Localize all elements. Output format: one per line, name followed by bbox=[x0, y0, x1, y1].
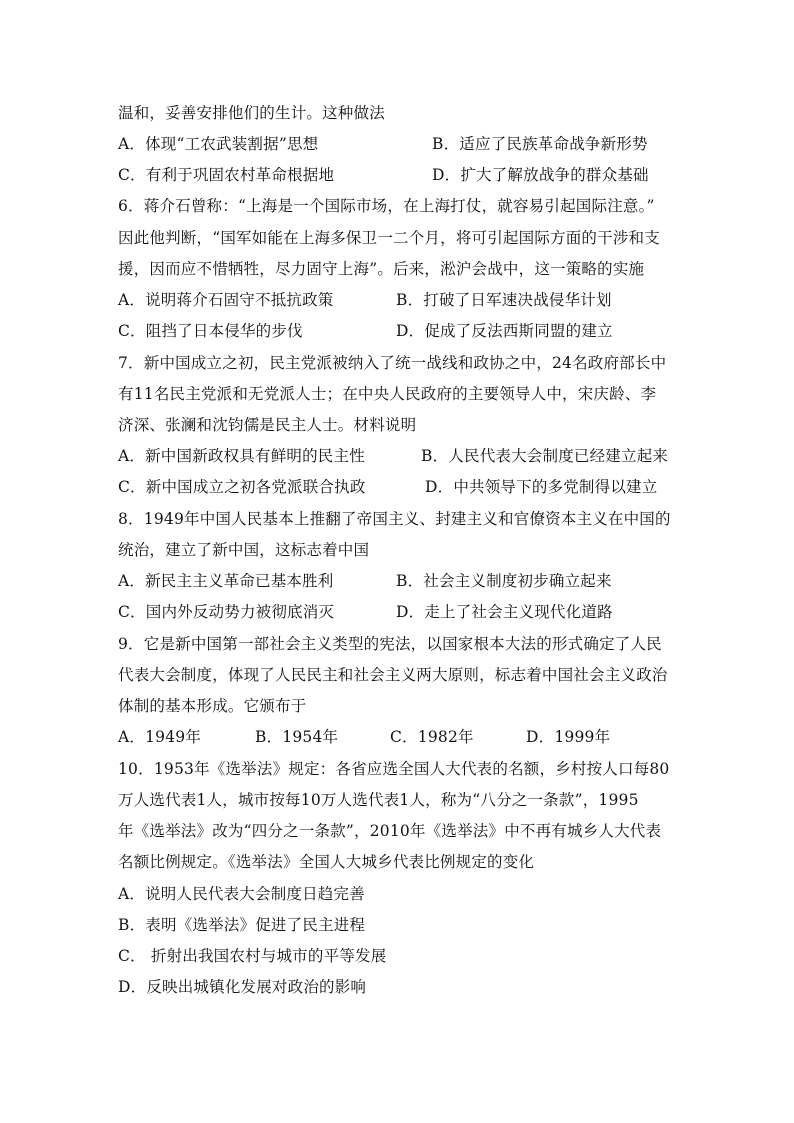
q10-option-a: A．说明人民代表大会制度日趋完善 bbox=[118, 885, 365, 903]
q5-option-a: A．体现“工农武装割据”思想 bbox=[118, 135, 319, 153]
q7-stem-line: 济深、张澜和沈钧儒是民主人士。材料说明 bbox=[118, 416, 417, 434]
q7-option-a: A．新中国新政权具有鲜明的民主性 bbox=[118, 447, 365, 465]
q5-option-b: B．适应了民族革命战争新形势 bbox=[432, 135, 648, 153]
q6-option-c: C．阻挡了日本侵华的步伐 bbox=[118, 322, 303, 340]
q8-option-d: D．走上了社会主义现代化道路 bbox=[396, 603, 613, 621]
q6-option-a: A．说明蒋介石固守不抵抗政策 bbox=[118, 291, 334, 309]
q10-stem-line: 名额比例规定。《选举法》全国人大城乡代表比例规定的变化 bbox=[118, 853, 535, 871]
q9-option-c: C．1982年 bbox=[390, 728, 474, 746]
q10-option-b: B．表明《选举法》促进了民主进程 bbox=[118, 916, 366, 934]
q9-stem-line: 9．它是新中国第一部社会主义类型的宪法，以国家根本大法的形式确定了人民 bbox=[118, 635, 662, 653]
q8-option-b: B．社会主义制度初步确立起来 bbox=[396, 572, 612, 590]
q7-option-b: B．人民代表大会制度已经建立起来 bbox=[421, 447, 669, 465]
q10-stem-line: 万人选代表1人，城市按每10万人选代表1人，称为“八分之一条款”，1995 bbox=[118, 791, 639, 809]
q9-option-d: D．1999年 bbox=[526, 728, 611, 746]
q6-option-b: B．打破了日军速决战侵华计划 bbox=[396, 291, 612, 309]
q10-option-c: C． 折射出我国农村与城市的平等发展 bbox=[118, 947, 387, 965]
q7-option-c: C．新中国成立之初各党派联合执政 bbox=[118, 478, 366, 496]
q5-option-c: C．有利于巩固农村革命根据地 bbox=[118, 166, 335, 184]
q7-stem-line: 有11名民主党派和无党派人士；在中央人民政府的主要领导人中，宋庆龄、李 bbox=[118, 385, 657, 403]
q10-stem-line: 10．1953年《选举法》规定：各省应选全国人大代表的名额，乡村按人口每80 bbox=[118, 760, 670, 778]
q8-option-a: A．新民主主义革命已基本胜利 bbox=[118, 572, 334, 590]
q10-option-d: D．反映出城镇化发展对政治的影响 bbox=[118, 978, 367, 996]
q6-stem-line: 因此他判断，“国军如能在上海多保卫一二个月，将可引起国际方面的干涉和支 bbox=[118, 229, 660, 247]
q9-option-a: A．1949年 bbox=[118, 728, 202, 746]
q7-stem-line: 7．新中国成立之初，民主党派被纳入了统一战线和政协之中，24名政府部长中 bbox=[118, 354, 667, 372]
q9-option-b: B．1954年 bbox=[255, 728, 339, 746]
q6-stem-line: 援，因而应不惜牺牲，尽力固守上海”。后来，淞沪会战中，这一策略的实施 bbox=[118, 260, 645, 278]
q8-stem-line: 8．1949年中国人民基本上推翻了帝国主义、封建主义和官僚资本主义在中国的 bbox=[118, 510, 671, 528]
q6-stem-line: 6．蒋介石曾称：“上海是一个国际市场，在上海打仗，就容易引起国际注意。” bbox=[118, 197, 655, 215]
q5-option-d: D．扩大了解放战争的群众基础 bbox=[432, 166, 649, 184]
q9-stem-line: 体制的基本形成。它颁布于 bbox=[118, 697, 307, 715]
q6-option-d: D．促成了反法西斯同盟的建立 bbox=[396, 322, 613, 340]
q10-stem-line: 年《选举法》改为“四分之一条款”，2010年《选举法》中不再有城乡人大代表 bbox=[118, 822, 662, 840]
q8-stem-line: 统治，建立了新中国，这标志着中国 bbox=[118, 541, 370, 559]
q9-stem-line: 代表大会制度，体现了人民民主和社会主义两大原则，标志着中国社会主义政治 bbox=[118, 666, 668, 684]
q7-option-d: D．中共领导下的多党制得以建立 bbox=[425, 478, 658, 496]
q8-option-c: C．国内外反动势力被彻底消灭 bbox=[118, 603, 335, 621]
q5-stem-tail: 温和，妥善安排他们的生计。这种做法 bbox=[118, 104, 385, 122]
